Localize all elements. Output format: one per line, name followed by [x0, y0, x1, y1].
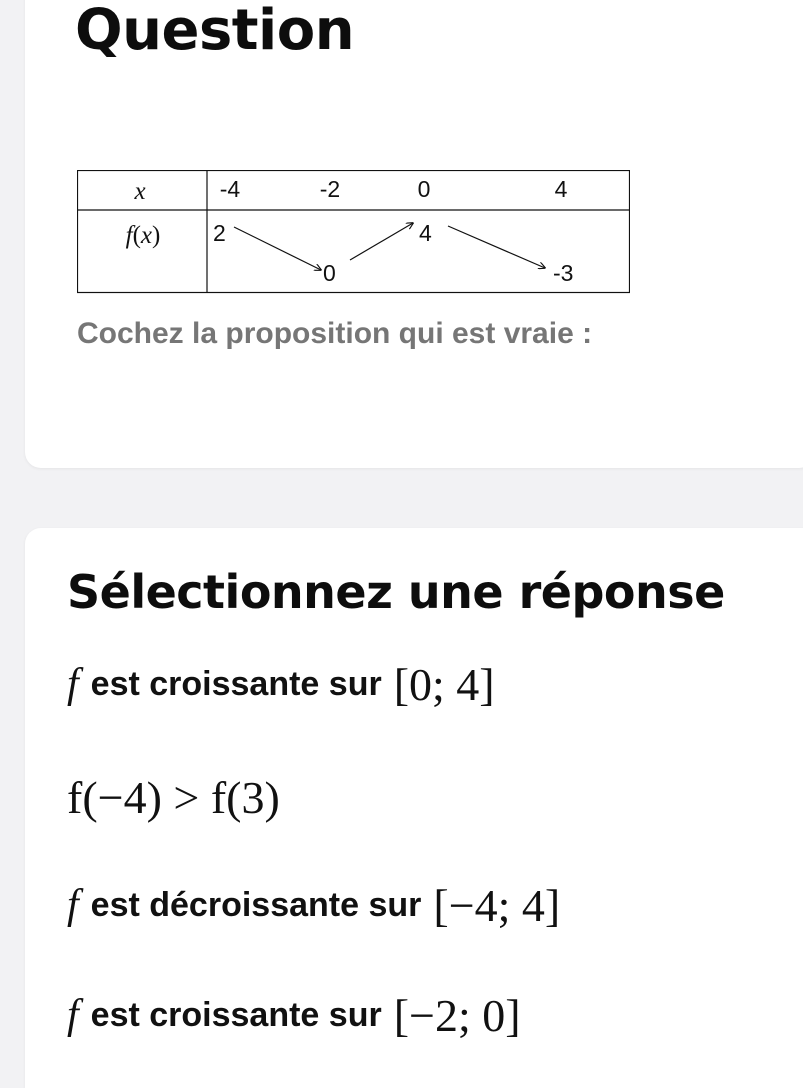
option-text: est décroissante sur — [90, 885, 422, 924]
answer-section-title: Sélectionnez une réponse — [67, 565, 725, 619]
option-text: est croissante sur — [90, 664, 382, 703]
inequality: f(−4) > f(3) — [67, 771, 280, 823]
table-f-value: -3 — [553, 260, 574, 286]
table-x-value: 0 — [417, 176, 431, 202]
interval: [0; 4] — [393, 658, 495, 710]
function-symbol: f — [67, 661, 79, 707]
answer-option-2[interactable] — [67, 762, 767, 832]
option-text: est croissante sur — [90, 995, 382, 1034]
table-x-value: -2 — [319, 176, 341, 202]
table-row-label-fx: f(x) — [125, 222, 161, 249]
answer-option-4[interactable] — [67, 980, 767, 1050]
question-title: Question — [75, 0, 355, 63]
answer-option-3[interactable] — [67, 870, 767, 940]
table-f-value: 4 — [419, 220, 432, 246]
table-f-value: 0 — [323, 260, 336, 286]
question-instruction: Cochez la proposition qui est vraie : — [77, 317, 593, 350]
answer-option-1[interactable] — [67, 649, 767, 719]
interval: [−2; 0] — [393, 989, 521, 1041]
function-symbol: f — [67, 882, 79, 928]
variation-table — [77, 170, 630, 294]
table-f-value: 2 — [213, 220, 226, 246]
table-x-value: 4 — [554, 176, 568, 202]
function-symbol: f — [67, 992, 79, 1038]
table-header-x: x — [134, 178, 146, 205]
table-x-value: -4 — [219, 176, 241, 202]
interval: [−4; 4] — [433, 879, 561, 931]
